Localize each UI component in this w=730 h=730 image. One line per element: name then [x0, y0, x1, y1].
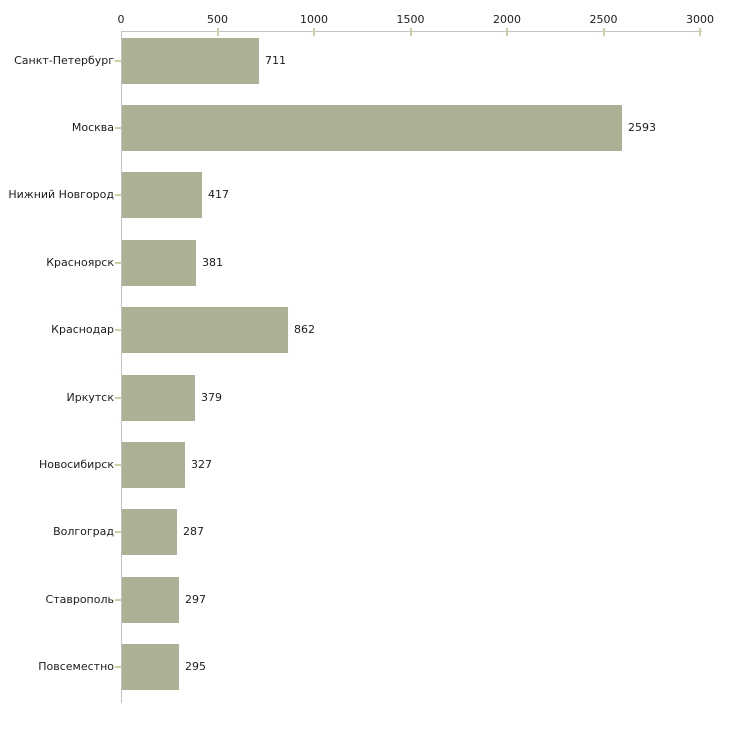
y-tick-mark	[115, 262, 121, 264]
category-label: Нижний Новгород	[8, 188, 114, 202]
y-tick-mark	[115, 397, 121, 399]
x-tick-label: 2500	[589, 13, 618, 26]
x-tick-mark	[313, 28, 315, 36]
category-label: Москва	[71, 120, 114, 134]
value-label: 287	[183, 525, 204, 539]
value-label: 327	[191, 457, 212, 471]
value-label: 2593	[628, 120, 656, 134]
value-label: 297	[185, 592, 206, 606]
y-tick-mark	[115, 194, 121, 196]
value-label: 381	[202, 255, 223, 269]
x-tick-label: 1500	[396, 13, 425, 26]
y-tick-mark	[115, 127, 121, 129]
bar	[122, 172, 202, 218]
x-tick-label: 3000	[686, 13, 714, 26]
y-tick-mark	[115, 464, 121, 466]
bar	[122, 644, 179, 690]
y-tick-mark	[115, 329, 121, 331]
value-label: 417	[208, 188, 229, 202]
category-label: Иркутск	[66, 390, 114, 404]
category-label: Санкт-Петербург	[14, 53, 114, 67]
x-tick-mark	[410, 28, 412, 36]
x-tick-label: 2000	[493, 13, 521, 26]
bar	[122, 577, 179, 623]
y-tick-mark	[115, 60, 121, 62]
bar	[122, 442, 185, 488]
value-label: 295	[185, 660, 206, 674]
value-label: 862	[294, 323, 315, 337]
x-tick-mark	[699, 28, 701, 36]
x-tick-label: 1000	[300, 13, 328, 26]
bar	[122, 509, 177, 555]
x-axis-line	[121, 31, 702, 32]
category-label: Новосибирск	[38, 457, 114, 471]
category-label: Красноярск	[46, 255, 114, 269]
bar	[122, 307, 288, 353]
category-label: Ставрополь	[45, 592, 114, 606]
bar	[122, 375, 195, 421]
x-tick-mark	[506, 28, 508, 36]
x-tick-mark	[217, 28, 219, 36]
bar	[122, 105, 622, 151]
value-label: 711	[265, 53, 286, 67]
category-label: Краснодар	[51, 323, 114, 337]
bar	[122, 240, 196, 286]
y-tick-mark	[115, 531, 121, 533]
y-tick-mark	[115, 599, 121, 601]
category-label: Волгоград	[53, 525, 114, 539]
x-tick-mark	[603, 28, 605, 36]
category-label: Повсеместно	[38, 660, 114, 674]
value-label: 379	[201, 390, 222, 404]
y-tick-mark	[115, 666, 121, 668]
bar	[122, 38, 259, 84]
x-tick-label: 500	[207, 13, 228, 26]
x-tick-label: 0	[117, 13, 125, 26]
